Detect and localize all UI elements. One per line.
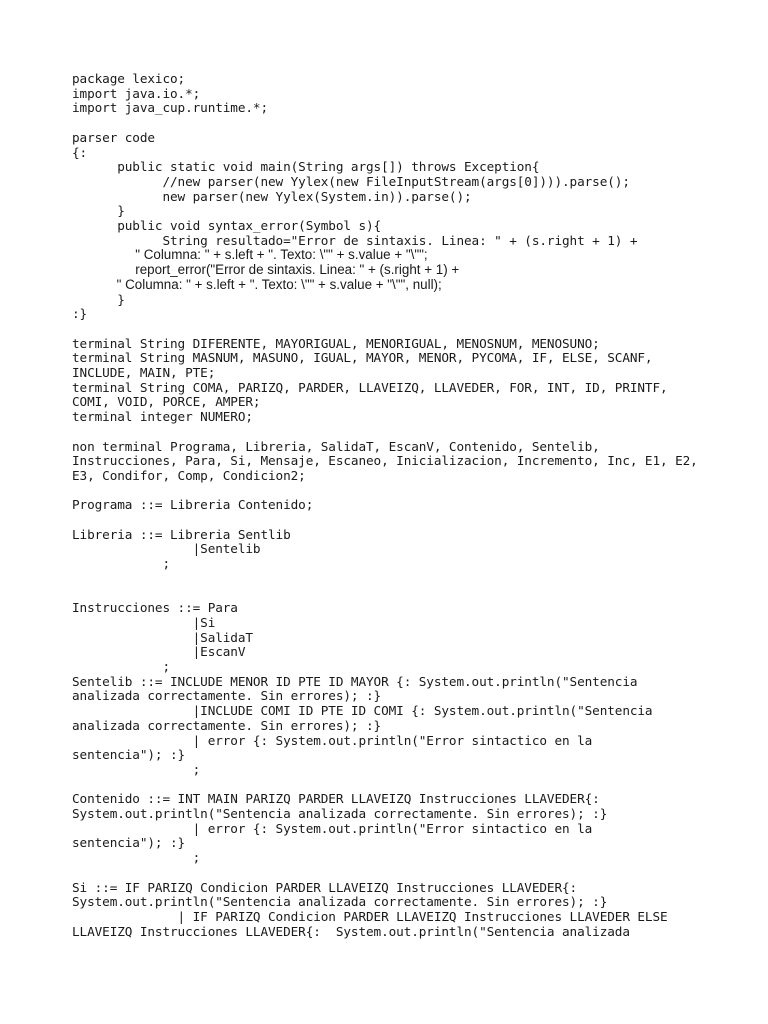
code-line: COMI, VOID, PORCE, AMPER; — [72, 394, 261, 410]
code-line: parser code — [72, 129, 155, 145]
code-line: sentencia"); :} — [72, 747, 186, 763]
code-line: ; — [72, 556, 171, 572]
code-line: import java.io.*; — [72, 85, 201, 101]
code-line: public void syntax_error(Symbol s){ — [72, 218, 382, 233]
code-line: report_error("Error de sintaxis. Linea: " + (s.right + 1) + — [72, 262, 460, 278]
code-line: :} — [72, 306, 88, 322]
code-line: public static void main(String args[]) throws Exception{ — [72, 159, 540, 175]
code-line: |EscanV — [72, 644, 246, 660]
code-line: Instrucciones ::= Para — [72, 600, 238, 616]
code-line: analizada correctamente. Sin errores); :} — [72, 688, 382, 704]
code-line: Instrucciones, Para, Si, Mensaje, Escaneo, Inicializacion, Incremento, Inc, E1, E2, — [72, 453, 698, 469]
code-line: non terminal Programa, Libreria, SalidaT, EscanV, Contenido, Sentelib, — [72, 438, 600, 454]
code-line: //new parser(new Yylex(new FileInputStream(args[0]))).parse(); — [72, 173, 630, 189]
code-line: |INCLUDE COMI ID PTE ID COMI {: System.out.println("Sentencia — [72, 703, 653, 719]
code-line: | IF PARIZQ Condicion PARDER LLAVEIZQ Instrucciones LLAVEDER ELSE — [72, 908, 668, 924]
code-line: terminal integer NUMERO; — [72, 409, 253, 425]
code-line: Si ::= IF PARIZQ Condicion PARDER LLAVEIZQ Instrucciones LLAVEDER{: — [72, 879, 578, 895]
code-line: terminal String DIFERENTE, MAYORIGUAL, MENORIGUAL, MENOSNUM, MENOSUNO; — [72, 335, 600, 351]
code-line: Sentelib ::= INCLUDE MENOR ID PTE ID MAYOR {: System.out.println("Sentencia — [72, 673, 638, 689]
code-line: " Columna: " + s.left + ". Texto: \"" + s.value + "\""; — [72, 247, 428, 263]
code-line: INCLUDE, MAIN, PTE; — [72, 365, 216, 380]
code-line: ; — [72, 761, 201, 777]
code-line: LLAVEIZQ Instrucciones LLAVEDER{: System.out.println("Sentencia analizada — [72, 923, 630, 939]
code-line: System.out.println("Sentencia analizada correctamente. Sin errores); :} — [72, 806, 608, 821]
code-line: {: — [72, 144, 88, 160]
code-line: terminal String COMA, PARIZQ, PARDER, LLAVEIZQ, LLAVEDER, FOR, INT, ID, PRINTF, — [72, 379, 668, 395]
code-line: | error {: System.out.println("Error sintactico en la — [72, 732, 593, 748]
code-line: " Columna: " + s.left + ". Texto: \"" + s.value + "\"", null); — [72, 276, 442, 292]
code-line: System.out.println("Sentencia analizada correctamente. Sin errores); :} — [72, 894, 608, 910]
code-line: } — [72, 291, 125, 307]
code-line: analizada correctamente. Sin errores); :} — [72, 717, 382, 733]
code-line: } — [72, 203, 125, 219]
code-line: String resultado="Error de sintaxis. Linea: " + (s.right + 1) + — [72, 232, 638, 248]
code-line: terminal String MASNUM, MASUNO, IGUAL, MAYOR, MENOR, PYCOMA, IF, ELSE, SCANF, — [72, 350, 653, 366]
code-line: ; — [72, 850, 201, 866]
code-line: |SalidaT — [72, 629, 253, 645]
code-line: Contenido ::= INT MAIN PARIZQ PARDER LLAVEIZQ Instrucciones LLAVEDER{: — [72, 791, 600, 807]
code-line: package lexico; — [72, 71, 186, 86]
code-line: | error {: System.out.println("Error sintactico en la — [72, 820, 593, 836]
code-line: |Sentelib — [72, 541, 261, 557]
code-line: sentencia"); :} — [72, 835, 186, 851]
code-line: ; — [72, 659, 171, 674]
code-line: new parser(new Yylex(System.in)).parse(); — [72, 188, 472, 204]
code-line: import java_cup.runtime.*; — [72, 100, 269, 116]
code-line: Libreria ::= Libreria Sentlib — [72, 526, 291, 542]
code-line: Programa ::= Libreria Contenido; — [72, 497, 314, 513]
code-line: E3, Condifor, Comp, Condicion2; — [72, 467, 306, 483]
code-line: |Si — [72, 614, 216, 630]
